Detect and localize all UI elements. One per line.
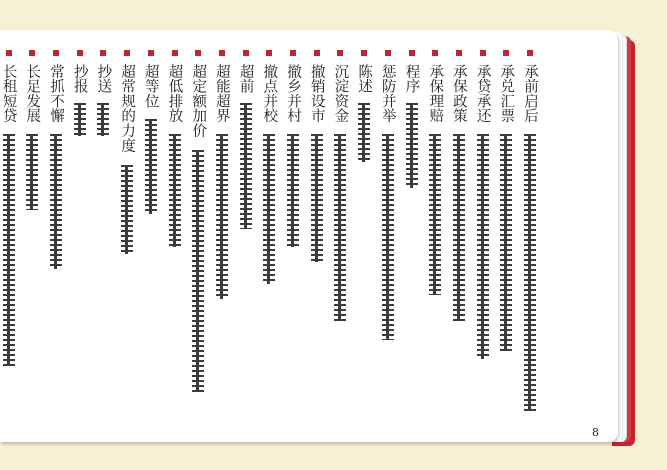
entry-headword: 承前启后 [522,64,538,124]
mongolian-translation-script [263,134,275,284]
entry-bullet-icon [53,50,59,56]
entry-bullet-icon [77,50,83,56]
dictionary-entry [259,50,279,422]
dictionary-entry [473,50,493,422]
entry-headword: 撤点并校 [261,64,278,124]
mongolian-translation-script [358,103,370,162]
entry-headword: 超能超界 [213,64,230,124]
entry-bullet-icon [480,50,486,56]
entry-headword: 惩防并举 [379,64,396,124]
entry-bullet-icon [148,50,154,56]
entry-bullet-icon [29,50,35,56]
entry-bullet-icon [6,50,12,56]
entry-headword: 陈述 [356,64,373,94]
entry-headword: 长租短贷 [0,64,17,124]
entry-headword: 程序 [403,64,420,94]
entry-bullet-icon [527,50,533,56]
entry-headword: 承贷承还 [474,64,491,124]
entry-bullet-icon [432,50,438,56]
dictionary-entry [496,50,516,422]
dictionary-entry [378,50,398,422]
entry-headword: 撤销设市 [308,64,325,124]
entry-bullet-icon [266,50,272,56]
entry-bullet-icon [100,50,106,56]
entry-headword: 承兑汇票 [498,64,515,124]
dictionary-entry [283,50,303,422]
entry-headword: 超定额加价 [190,64,207,138]
entry-headword: 超常规的力度 [119,64,136,153]
dictionary-entry [520,50,540,422]
mongolian-translation-script [145,119,157,214]
entry-bullet-icon [219,50,225,56]
entry-headword: 承保政策 [450,64,467,124]
dictionary-entry [141,50,161,422]
entry-headword: 超前 [237,64,254,94]
entry-bullet-icon [172,50,178,56]
entry-headword: 超低排放 [166,64,183,124]
entry-bullet-icon [385,50,391,56]
mongolian-translation-script [240,103,252,229]
dictionary-entry [22,50,42,422]
mongolian-translation-script [216,134,228,299]
mongolian-translation-script [334,134,346,321]
mongolian-translation-script [453,134,465,321]
entry-headword: 长足发展 [24,64,41,124]
dictionary-entry [236,50,256,422]
dictionary-entry [165,50,185,422]
entry-bullet-icon [124,50,130,56]
dictionary-entry [354,50,374,422]
entry-headword: 常抓不懈 [48,64,64,124]
entry-bullet-icon [409,50,415,56]
entry-bullet-icon [361,50,367,56]
entry-headword: 抄报 [71,64,88,94]
dictionary-entry [307,50,327,422]
entry-bullet-icon [314,50,320,56]
mongolian-translation-script [500,134,512,351]
mongolian-translation-script [287,134,299,247]
dictionary-entry [117,50,137,422]
entry-bullet-icon [503,50,509,56]
dictionary-entry [46,50,66,422]
mongolian-translation-script [97,103,109,136]
entry-bullet-icon [243,50,249,56]
dictionary-entry [93,50,113,422]
dictionary-entry [188,50,208,422]
mongolian-translation-script [121,165,133,254]
mongolian-translation-script [477,134,489,359]
entry-bullet-icon [290,50,296,56]
entry-headword: 撤乡并村 [285,64,301,124]
mongolian-translation-script [26,134,38,210]
dictionary-entry [70,50,90,422]
mongolian-translation-script [74,103,86,136]
dictionary-entry [449,50,469,422]
mongolian-translation-script [311,134,323,262]
mongolian-translation-script [192,150,204,392]
mongolian-translation-script [524,134,536,411]
mongolian-translation-script [169,134,181,247]
mongolian-translation-script [50,134,62,269]
entry-headword: 承保理赔 [427,64,444,124]
entry-bullet-icon [337,50,343,56]
page-number: 8 [592,426,599,439]
mongolian-translation-script [406,103,418,188]
dictionary-entry [0,50,19,422]
entry-headword: 超等位 [142,64,159,109]
mongolian-translation-script [382,134,394,340]
dictionary-entry [425,50,445,422]
mongolian-translation-script [3,134,15,366]
dictionary-entry [212,50,232,422]
entry-headword: 沉淀资金 [332,64,349,124]
entry-bullet-icon [456,50,462,56]
entry-bullet-icon [195,50,201,56]
mongolian-translation-script [429,134,441,295]
dictionary-entry [402,50,422,422]
dictionary-entry [330,50,350,422]
entry-headword: 抄送 [95,64,112,94]
